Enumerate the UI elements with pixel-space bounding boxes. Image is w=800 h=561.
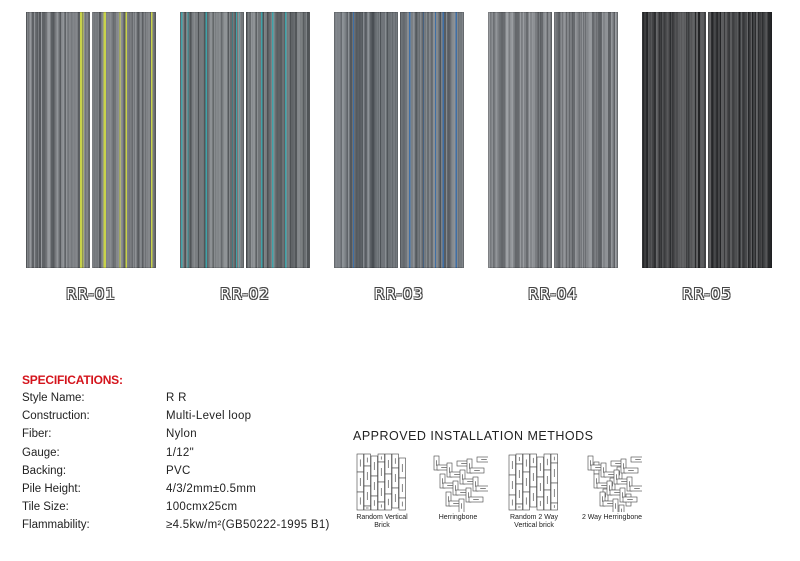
product-code: RR-05 bbox=[682, 285, 732, 303]
spec-value: Multi-Level loop bbox=[166, 410, 252, 422]
spec-row bbox=[22, 447, 342, 465]
method-label: Random Vertical Brick bbox=[356, 514, 408, 529]
method-random-2-way-vertical-brick bbox=[494, 452, 574, 530]
method-label: 2 Way Herringbone bbox=[581, 514, 643, 521]
tile-image bbox=[180, 12, 244, 268]
spec-value: Nylon bbox=[166, 428, 197, 440]
method-herringbone bbox=[418, 452, 498, 522]
spec-value: 1/12" bbox=[166, 447, 194, 459]
method-label: Herringbone bbox=[438, 514, 478, 521]
spec-row bbox=[22, 465, 342, 483]
random-vertical-brick-diagram bbox=[352, 452, 412, 512]
tile-image bbox=[92, 12, 156, 268]
spec-label: Tile Size: bbox=[22, 501, 69, 513]
spec-label: Backing: bbox=[22, 465, 67, 477]
spec-label: Pile Height: bbox=[22, 483, 81, 495]
spec-value: 4/3/2mm±0.5mm bbox=[166, 483, 257, 495]
product-code: RR-01 bbox=[66, 285, 116, 303]
specifications-title: SPECIFICATIONS: bbox=[22, 373, 123, 387]
2-way-herringbone-diagram bbox=[582, 452, 642, 512]
spec-label: Style Name: bbox=[22, 392, 85, 404]
method-label: Random 2 Way Vertical brick bbox=[510, 514, 558, 529]
spec-row bbox=[22, 392, 342, 410]
spec-label: Fiber: bbox=[22, 428, 52, 440]
spec-value: 100cmx25cm bbox=[166, 501, 238, 513]
herringbone-diagram bbox=[428, 452, 488, 512]
tile-image bbox=[246, 12, 310, 268]
spec-label: Construction: bbox=[22, 410, 90, 422]
spec-row bbox=[22, 410, 342, 428]
tile-image bbox=[708, 12, 772, 268]
spec-row bbox=[22, 483, 342, 501]
spec-value: ≥4.5kw/m²(GB50222-1995 B1) bbox=[166, 519, 330, 531]
random-2-way-vertical-brick-diagram bbox=[504, 452, 564, 512]
method-2-way-herringbone bbox=[572, 452, 652, 522]
spec-value: PVC bbox=[166, 465, 191, 477]
spec-value: R R bbox=[166, 392, 187, 404]
tile-image bbox=[400, 12, 464, 268]
tile-image bbox=[554, 12, 618, 268]
installation-methods-title: APPROVED INSTALLATION METHODS bbox=[353, 429, 594, 443]
tile-image bbox=[26, 12, 90, 268]
method-random-vertical-brick bbox=[342, 452, 422, 530]
tile-image bbox=[642, 12, 706, 268]
spec-label: Gauge: bbox=[22, 447, 60, 459]
product-code: RR-03 bbox=[374, 285, 424, 303]
spec-row bbox=[22, 428, 342, 446]
spec-label: Flammability: bbox=[22, 519, 90, 531]
spec-row bbox=[22, 501, 342, 519]
product-code: RR-02 bbox=[220, 285, 270, 303]
tile-image bbox=[488, 12, 552, 268]
product-code: RR-04 bbox=[528, 285, 578, 303]
tile-image bbox=[334, 12, 398, 268]
spec-row bbox=[22, 519, 342, 537]
